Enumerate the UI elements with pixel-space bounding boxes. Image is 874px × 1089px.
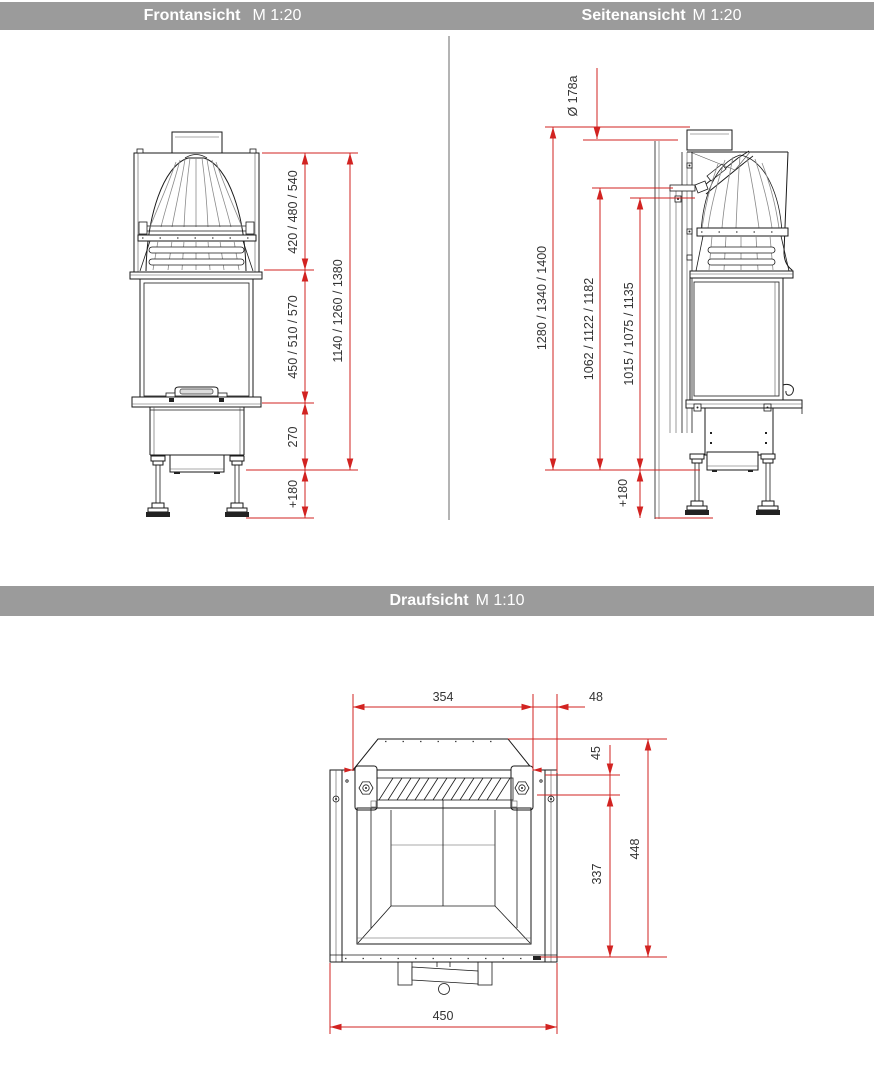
side-vent-slot-lower	[708, 259, 775, 265]
side-dim-height-inner: 1015 / 1075 / 1135	[622, 282, 636, 386]
top-dim-overall-width: 450	[432, 1009, 454, 1023]
front-dim-firebox-height: 450 / 510 / 570	[286, 295, 300, 379]
side-vent-slot-upper	[708, 247, 775, 253]
top-dim-side-offset: 48	[589, 690, 603, 704]
side-dim-flue-diameter: Ø 178a	[566, 75, 580, 117]
top-hatched-wall	[377, 778, 513, 800]
side-view-drawing	[535, 68, 802, 519]
front-dome	[138, 155, 256, 272]
front-vent-slot-upper	[149, 247, 244, 253]
top-dim-body-depth: 337	[590, 863, 604, 885]
side-dome	[696, 155, 789, 271]
front-dim-feet-height: +180	[286, 479, 300, 509]
front-dim-overall-height: 1140 / 1260 / 1380	[331, 259, 345, 363]
top-view-dimensions	[330, 690, 667, 1034]
front-flue-stub	[172, 132, 222, 153]
front-view-title: Frontansicht	[143, 7, 241, 24]
front-dim-base-height: 270	[286, 426, 300, 448]
front-vent-slot-lower	[149, 259, 244, 265]
side-rear-leg	[756, 454, 780, 515]
side-view-scale: M 1:20	[692, 7, 742, 24]
top-rear-cover	[353, 739, 533, 770]
side-cable-hook	[783, 384, 793, 395]
front-firebox-door	[140, 279, 253, 400]
side-view-dimensions	[535, 68, 713, 518]
side-dim-height-mid: 1062 / 1122 / 1182	[582, 277, 596, 381]
top-right-hinge	[511, 766, 542, 810]
top-handle-mechanism	[398, 962, 492, 995]
top-view-scale: M 1:10	[475, 592, 525, 609]
side-front-leg	[685, 454, 709, 515]
front-view-dimensions	[246, 153, 358, 518]
top-dim-opening-width: 354	[432, 690, 454, 704]
front-view-scale: M 1:20	[252, 7, 302, 24]
top-left-hinge	[346, 766, 377, 810]
top-view-title: Draufsicht	[389, 592, 469, 609]
front-right-leg	[225, 456, 249, 517]
side-ash-box	[707, 452, 758, 470]
front-base	[150, 407, 244, 474]
side-view-title: Seitenansicht	[581, 7, 686, 24]
top-dim-overall-depth: 448	[628, 838, 642, 860]
side-wall-bracket	[670, 152, 695, 433]
side-dim-feet-height: +180	[616, 478, 630, 508]
front-left-leg	[146, 456, 170, 517]
side-flue-stub	[687, 130, 732, 150]
front-view-drawing	[130, 132, 358, 518]
top-dim-collar-depth: 45	[589, 746, 603, 760]
side-firebox	[690, 278, 783, 400]
side-damper-lever	[690, 151, 753, 194]
side-dim-overall-height: 1280 / 1340 / 1400	[535, 245, 549, 351]
top-view-drawing	[330, 690, 667, 1034]
top-firebox-interior	[357, 800, 531, 944]
front-dim-hood-height: 420 / 480 / 540	[286, 170, 300, 254]
front-ash-box	[170, 455, 224, 472]
